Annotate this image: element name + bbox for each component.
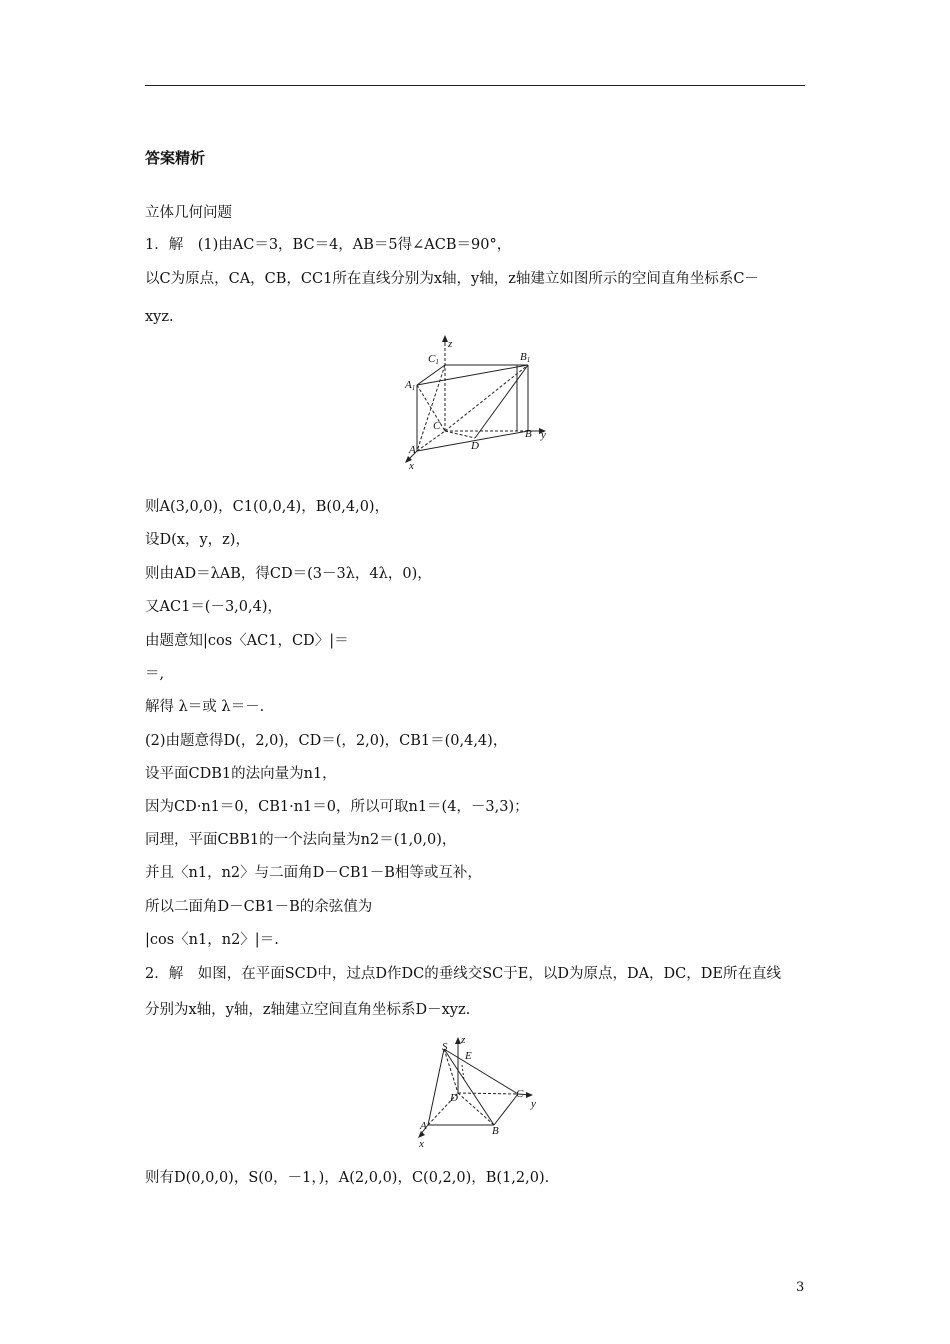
label-c: C (516, 1088, 524, 1100)
text-line: (2)由题意得D(，2,0)，CD＝(，2,0)，CB1＝(0,4,4)， (145, 733, 508, 749)
text-line: 解得 λ＝或 λ＝－. (145, 699, 265, 715)
label-a1: A1 (405, 379, 416, 392)
label-b1: B1 (520, 351, 531, 364)
text-line: 分别为x轴，y轴，z轴建立空间直角坐标系D－xyz. (145, 1002, 471, 1018)
text-line: xyz. (145, 309, 174, 325)
text-line: 又AC1＝(－3,0,4)， (145, 599, 282, 615)
label-y-axis: y (531, 1098, 536, 1110)
text-line: 则由AD＝λAB，得CD＝(3－3λ，4λ，0)， (145, 566, 432, 582)
prism-figure (395, 335, 565, 475)
label-c1: C1 (428, 353, 439, 366)
text-line: 设平面CDB1的法向量为n1， (145, 766, 337, 782)
text-line: 1．解 (1)由AC＝3，BC＝4，AB＝5得∠ACB＝90°， (145, 237, 512, 253)
label-a: A (420, 1120, 427, 1132)
text-line: 并且〈n1，n2〉与二面角D－CB1－B相等或互补， (145, 865, 482, 881)
label-x-axis: x (419, 1138, 424, 1150)
answer-heading: 答案精析 (145, 149, 206, 167)
section-title: 立体几何问题 (145, 205, 232, 221)
text-line: 同理，平面CBB1的一个法向量为n2＝(1,0,0)， (145, 832, 457, 848)
text-line: ＝, (145, 666, 165, 682)
text-line: 因为CD·n1＝0，CB1·n1＝0，所以可取n1＝(4，－3,3)； (145, 799, 529, 815)
label-d: D (471, 440, 479, 452)
text-line: 2．解 如图，在平面SCD中，过点D作DC的垂线交SC于E，以D为原点，DA，DC，DE所在直线 (145, 966, 781, 982)
text-line: |cos〈n1，n2〉|＝. (145, 932, 279, 948)
label-z-axis: z (448, 338, 453, 350)
label-b: B (525, 428, 532, 440)
text-line: 则A(3,0,0)，C1(0,0,4)，B(0,4,0)， (145, 499, 390, 515)
header-rule (145, 85, 805, 86)
label-b: B (492, 1125, 499, 1137)
label-s: S (442, 1041, 448, 1053)
label-a: A (409, 444, 416, 456)
text-line: 设D(x，y，z)， (145, 532, 250, 548)
label-x-axis: x (409, 460, 414, 472)
text-line: 则有D(0,0,0)，S(0，－1，)，A(2,0,0)，C(0,2,0)，B(1,2,0). (145, 1170, 550, 1186)
label-c: C (433, 420, 441, 432)
page-number: 3 (796, 1280, 805, 1295)
label-y-axis: y (541, 429, 546, 441)
text-line: 以C为原点，CA，CB，CC1所在直线分别为x轴，y轴，z轴建立如图所示的空间直角坐标系C－ (145, 271, 759, 287)
text-line: 所以二面角D－CB1－B的余弦值为 (145, 899, 373, 915)
label-e: E (465, 1050, 472, 1062)
text-line: 由题意知|cos〈AC1，CD〉|＝ (145, 633, 349, 649)
label-d: D (450, 1092, 458, 1104)
label-z-axis: z (461, 1035, 466, 1046)
pyramid-figure (412, 1035, 552, 1150)
